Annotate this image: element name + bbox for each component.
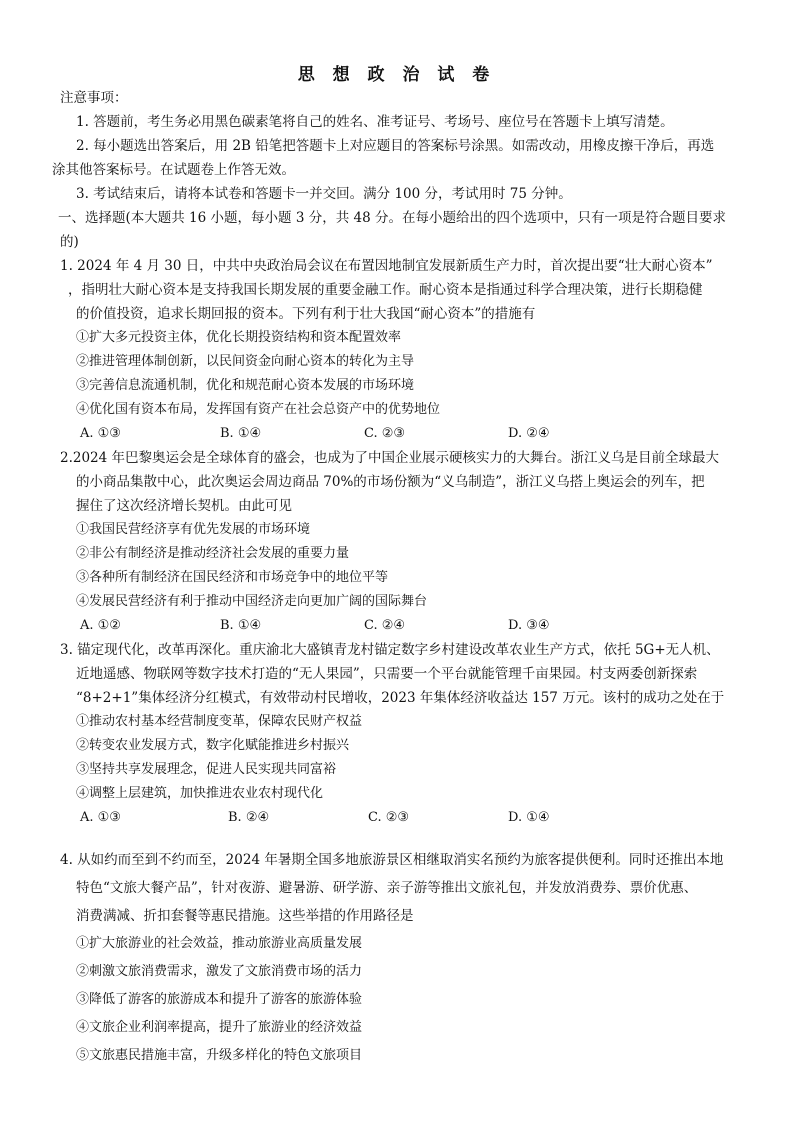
question-1-option: ④优化国有资本布局，发挥国有资产在社会总资产中的优势地位 <box>76 402 441 417</box>
question-4-option: ⑤文旅惠民措施丰富，升级多样化的特色文旅项目 <box>76 1048 363 1063</box>
question-3-choice-c[interactable]: C. ②③ <box>368 810 410 825</box>
question-3-choice-d[interactable]: D. ①④ <box>508 810 550 825</box>
section-heading-cont: 的) <box>60 234 79 250</box>
question-2-stem-line: 握住了这次经济增长契机。由此可见 <box>76 498 292 514</box>
question-1-choice-a[interactable]: A. ①③ <box>80 426 121 441</box>
question-4-option: ④文旅企业利润率提高，提升了旅游业的经济效益 <box>76 1020 363 1035</box>
notice-item-1: 1. 答题前，考生务必用黑色碳素笔将自己的姓名、准考证号、考场号、座位号在答题卡上填写清楚。 <box>76 114 674 130</box>
question-2-choice-d[interactable]: D. ③④ <box>508 618 550 633</box>
question-3-option: ④调整上层建筑，加快推进农业农村现代化 <box>76 786 324 801</box>
question-3-option: ③坚持共享发展理念，促进人民实现共同富裕 <box>76 762 337 777</box>
question-2-stem-line: 2.2024 年巴黎奥运会是全球体育的盛会，也成为了中国企业展示硬核实力的大舞台。浙江义乌是目前全球最大 <box>60 450 720 466</box>
question-1-stem-line: 的价值投资，追求长期回报的资本。下列有利于壮大我国“耐心资本”的措施有 <box>76 306 536 322</box>
question-1-choice-b[interactable]: B. ①④ <box>220 426 262 441</box>
question-4-stem-line: 特色“文旅大餐产品”，针对夜游、避暑游、研学游、亲子游等推出文旅礼包，并发放消费券、票价优惠、 <box>76 880 698 896</box>
question-1-stem-line: ，指明壮大耐心资本是支持我国长期发展的重要金融工作。耐心资本是指通过科学合理决策，进行长期稳健 <box>68 282 703 298</box>
question-4-option: ③降低了游客的旅游成本和提升了游客的旅游体验 <box>76 992 363 1007</box>
question-2-choice-c[interactable]: C. ②④ <box>364 618 406 633</box>
question-3-stem-line: 近地遥感、物联网等数字技术打造的“无人果园”，只需要一个平台就能管理千亩果园。村支两委创新探索 <box>76 666 698 682</box>
question-4-stem-line: 4. 从如约而至到不约而至，2024 年暑期全国多地旅游景区相继取消实名预约为旅客提供便利。同时还推出本地 <box>60 852 724 868</box>
question-3-stem-line: 3. 锚定现代化，改革再深化。重庆渝北大盛镇青龙村锚定数字乡村建设改革农业生产方式，依托 5G+无人机、 <box>60 642 720 658</box>
question-3-option: ②转变农业发展方式，数字化赋能推进乡村振兴 <box>76 738 350 753</box>
question-3-choice-a[interactable]: A. ①③ <box>80 810 121 825</box>
question-2-option: ②非公有制经济是推动经济社会发展的重要力量 <box>76 546 350 561</box>
question-1-choice-d[interactable]: D. ②④ <box>508 426 550 441</box>
question-3-choice-b[interactable]: B. ②④ <box>228 810 270 825</box>
question-1-option: ③完善信息流通机制，优化和规范耐心资本发展的市场环境 <box>76 378 415 393</box>
question-4-option: ①扩大旅游业的社会效益，推动旅游业高质量发展 <box>76 936 363 951</box>
question-1-option: ①扩大多元投资主体，优化长期投资结构和资本配置效率 <box>76 330 402 345</box>
question-2-option: ①我国民营经济享有优先发展的市场环境 <box>76 522 311 537</box>
question-2-stem-line: 的小商品集散中心，此次奥运会周边商品 70%的市场份额为“义乌制造”，浙江义乌搭上奥运会的列车，把 <box>76 474 705 490</box>
section-heading: 一、选择题(本大题共 16 小题，每小题 3 分，共 48 分。在每小题给出的四个选项中，只有一项是符合题目要求 <box>58 210 726 226</box>
question-2-option: ③各种所有制经济在国民经济和市场竞争中的地位平等 <box>76 570 389 585</box>
notice-item-2-cont: 涂其他答案标号。在试题卷上作答无效。 <box>52 162 295 178</box>
notice-item-2: 2. 每小题选出答案后，用 2B 铅笔把答题卡上对应题目的答案标号涂黑。如需改动，用橡皮擦干净后，再选 <box>76 138 715 154</box>
question-3-option: ①推动农村基本经营制度变革，保障农民财产权益 <box>76 714 363 729</box>
question-2-option: ④发展民营经济有利于推动中国经济走向更加广阔的国际舞台 <box>76 594 428 609</box>
question-3-stem-line: “8+2+1”集体经济分红模式，有效带动村民增收，2023 年集体经济收益达 157 万元。该村的成功之处在于 <box>76 690 725 706</box>
question-4-stem-line: 消费满减、折扣套餐等惠民措施。这些举措的作用路径是 <box>76 908 414 924</box>
question-2-choice-a[interactable]: A. ①② <box>80 618 121 633</box>
question-1-choice-c[interactable]: C. ②③ <box>364 426 406 441</box>
question-4-option: ②刺激文旅消费需求，激发了文旅消费市场的活力 <box>76 964 363 979</box>
notice-item-3: 3. 考试结束后，请将本试卷和答题卡一并交回。满分 100 分，考试用时 75 分钟。 <box>76 186 572 202</box>
notice-heading: 注意事项： <box>60 90 128 106</box>
question-1-stem-line: 1. 2024 年 4 月 30 日，中共中央政治局会议在布置因地制宜发展新质生产力时，首次提出要“壮大耐心资本” <box>60 258 713 274</box>
question-2-choice-b[interactable]: B. ①④ <box>220 618 262 633</box>
exam-title: 思 想 政 治 试 卷 <box>297 65 496 85</box>
question-1-option: ②推进管理体制创新，以民间资金向耐心资本的转化为主导 <box>76 354 415 369</box>
